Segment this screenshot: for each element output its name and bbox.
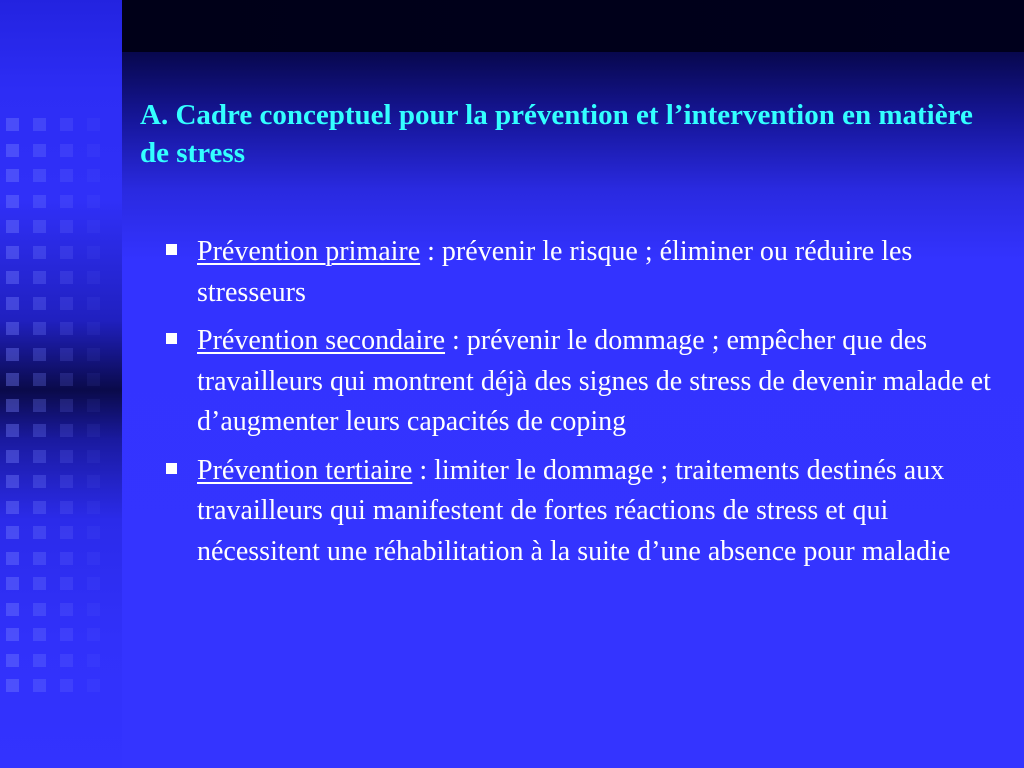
decorative-square (87, 552, 100, 565)
decorative-square (6, 373, 19, 386)
decorative-square (60, 118, 73, 131)
decorative-square (60, 628, 73, 641)
decorative-square (6, 603, 19, 616)
decorative-square (60, 348, 73, 361)
decorative-square (87, 373, 100, 386)
bullet-text: : prévenir le risque ; éliminer ou réduire les stresseurs (197, 236, 913, 308)
decorative-square (33, 195, 46, 208)
decorative-square (6, 424, 19, 437)
decorative-square (87, 195, 100, 208)
decorative-square (60, 373, 73, 386)
decorative-square (87, 220, 100, 233)
left-decorative-panel (0, 0, 122, 768)
decorative-square (33, 322, 46, 335)
decorative-square (87, 297, 100, 310)
square-bullet-icon (166, 244, 177, 255)
decorative-square (60, 552, 73, 565)
decorative-square (6, 679, 19, 692)
bullet-term: Prévention primaire (197, 236, 421, 267)
decorative-square (87, 654, 100, 667)
decorative-square (60, 220, 73, 233)
decorative-square (87, 475, 100, 488)
decorative-square (60, 271, 73, 284)
decorative-square (6, 169, 19, 182)
decorative-square (60, 169, 73, 182)
decorative-square-grid (0, 100, 122, 700)
decorative-square (87, 348, 100, 361)
square-bullet-icon (166, 333, 177, 344)
bullet-text: : prévenir le dommage ; empêcher que des travailleurs qui montrent déjà des signes de stress de devenir malade et d’augmenter leurs capacités de coping (197, 325, 991, 437)
decorative-square (33, 475, 46, 488)
decorative-square (60, 475, 73, 488)
decorative-square (6, 450, 19, 463)
decorative-square (6, 271, 19, 284)
bullet-list (160, 232, 1016, 580)
decorative-square (87, 271, 100, 284)
decorative-square (6, 322, 19, 335)
decorative-square (33, 271, 46, 284)
decorative-square (33, 348, 46, 361)
decorative-square (33, 144, 46, 157)
square-bullet-icon (166, 463, 177, 474)
decorative-square (6, 526, 19, 539)
decorative-square (33, 169, 46, 182)
bullet-term: Prévention secondaire (197, 325, 446, 356)
decorative-square (33, 450, 46, 463)
decorative-square (60, 450, 73, 463)
decorative-square (33, 373, 46, 386)
decorative-square (60, 399, 73, 412)
decorative-square (33, 552, 46, 565)
decorative-square (60, 246, 73, 259)
decorative-square (87, 501, 100, 514)
bullet-item-primary (160, 232, 1016, 313)
decorative-square (60, 577, 73, 590)
decorative-square (6, 628, 19, 641)
decorative-square (87, 603, 100, 616)
decorative-square (6, 399, 19, 412)
bullet-item-secondary (160, 321, 1016, 443)
decorative-square (60, 501, 73, 514)
decorative-square (87, 399, 100, 412)
decorative-square (6, 577, 19, 590)
decorative-square (60, 144, 73, 157)
decorative-square (6, 475, 19, 488)
decorative-square (6, 297, 19, 310)
decorative-square (6, 348, 19, 361)
decorative-square (6, 220, 19, 233)
decorative-square (60, 679, 73, 692)
decorative-square (6, 654, 19, 667)
bullet-item-tertiary (160, 451, 1016, 573)
decorative-square (60, 424, 73, 437)
decorative-square (60, 322, 73, 335)
decorative-square (33, 424, 46, 437)
decorative-square (6, 195, 19, 208)
decorative-square (6, 246, 19, 259)
decorative-square (33, 399, 46, 412)
top-band (122, 0, 1024, 52)
decorative-square (6, 501, 19, 514)
bullet-text: : limiter le dommage ; traitements destinés aux travailleurs qui manifestent de fortes réactions de stress et qui nécessitent une réhabilitation à la suite d’une absence pour maladie (197, 454, 951, 567)
decorative-square (87, 450, 100, 463)
decorative-square (33, 526, 46, 539)
decorative-square (33, 628, 46, 641)
decorative-square (33, 297, 46, 310)
slide-title: A. Cadre conceptuel pour la prévention et l’intervention en matière de stress (140, 99, 973, 169)
decorative-square (60, 526, 73, 539)
decorative-square (33, 220, 46, 233)
decorative-square (6, 144, 19, 157)
decorative-square (33, 246, 46, 259)
decorative-square (33, 501, 46, 514)
decorative-square (87, 118, 100, 131)
decorative-square (87, 246, 100, 259)
decorative-square (6, 118, 19, 131)
decorative-square (60, 654, 73, 667)
decorative-square (33, 577, 46, 590)
decorative-square (6, 552, 19, 565)
decorative-square (87, 577, 100, 590)
decorative-square (87, 679, 100, 692)
decorative-square (87, 144, 100, 157)
decorative-square (60, 195, 73, 208)
decorative-square (87, 322, 100, 335)
decorative-square (33, 679, 46, 692)
decorative-square (33, 603, 46, 616)
decorative-square (87, 169, 100, 182)
decorative-square (87, 526, 100, 539)
decorative-square (60, 297, 73, 310)
decorative-square (33, 118, 46, 131)
decorative-square (33, 654, 46, 667)
decorative-square (87, 424, 100, 437)
decorative-square (87, 628, 100, 641)
bullet-term: Prévention tertiaire (197, 454, 413, 486)
decorative-square (60, 603, 73, 616)
